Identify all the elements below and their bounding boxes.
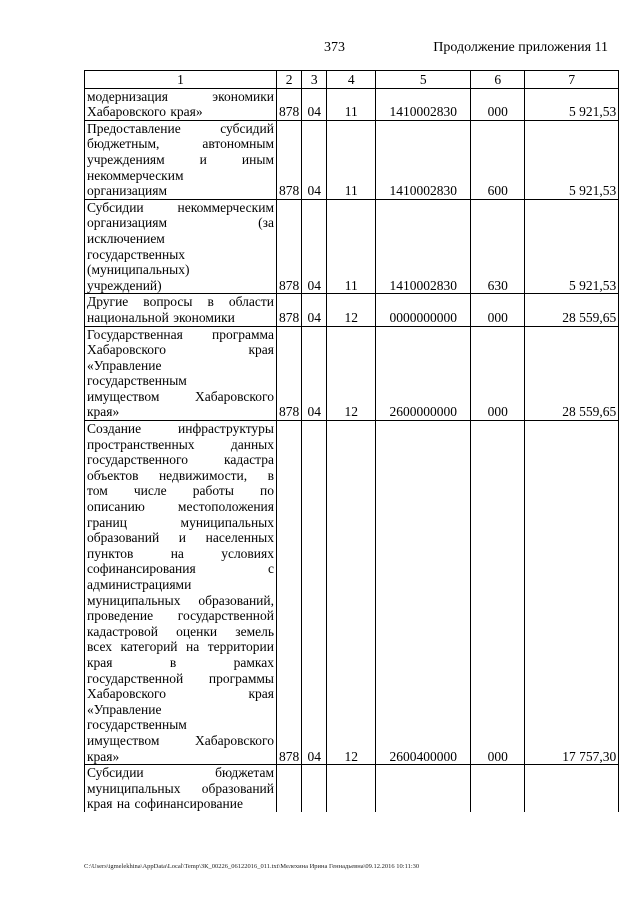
row-name-line: администрациями <box>87 577 192 592</box>
cell-subsection: 11 <box>327 199 376 294</box>
row-name-line: Другие вопросы в области <box>87 294 274 310</box>
cell-section: 04 <box>302 294 327 326</box>
row-name-line: пунктов на условиях <box>87 545 274 561</box>
row-name-line: «Управление <box>87 701 162 717</box>
row-name-line: Хабаровского края <box>87 686 274 702</box>
row-name <box>85 199 277 294</box>
cell-grbs: 878 <box>277 88 302 120</box>
cell-target-article <box>376 765 471 812</box>
column-header-row <box>85 71 619 89</box>
row-name <box>85 326 277 421</box>
cell-grbs: 878 <box>277 421 302 765</box>
row-name-line: края на софинансирование <box>87 796 243 812</box>
row-name-line: края» <box>87 404 120 420</box>
row-name-line: учреждениям и иным <box>87 151 274 167</box>
row-name-line: муниципальных образований, <box>87 592 274 608</box>
cell-expense-type: 000 <box>471 326 525 421</box>
table-row <box>85 120 619 199</box>
column-header: 3 <box>302 71 327 89</box>
cell-expense-type: 600 <box>471 120 525 199</box>
row-name-line: границ муниципальных <box>87 514 274 530</box>
row-name-line: том числе работы по <box>87 483 274 499</box>
cell-amount: 17 757,30 <box>525 421 619 765</box>
row-name-line: имуществом Хабаровского <box>87 388 274 404</box>
row-name-line: организациям <box>87 183 168 199</box>
table-row <box>85 199 619 294</box>
cell-amount: 28 559,65 <box>525 326 619 421</box>
row-name-line: пространственных данных <box>87 436 274 452</box>
cell-subsection: 11 <box>327 120 376 199</box>
cell-subsection: 12 <box>327 421 376 765</box>
cell-expense-type: 000 <box>471 88 525 120</box>
cell-target-article: 2600000000 <box>376 326 471 421</box>
cell-amount: 5 921,53 <box>525 88 619 120</box>
row-name-line: Создание инфраструктуры <box>87 421 274 437</box>
cell-grbs <box>277 765 302 812</box>
cell-grbs: 878 <box>277 120 302 199</box>
row-name-line: национальной экономики <box>87 309 235 325</box>
row-name-line: Субсидии бюджетам <box>87 765 274 781</box>
row-name-line: Хабаровского края» <box>87 104 203 120</box>
cell-section: 04 <box>302 88 327 120</box>
cell-subsection: 12 <box>327 294 376 326</box>
row-name-line: образований и населенных <box>87 530 274 546</box>
table-row <box>85 88 619 120</box>
column-header: 1 <box>85 71 277 89</box>
cell-amount: 28 559,65 <box>525 294 619 326</box>
row-name-line: описанию местоположения <box>87 499 274 515</box>
column-header: 5 <box>376 71 471 89</box>
row-name-line: «Управление <box>87 357 162 373</box>
cell-subsection <box>327 765 376 812</box>
row-name-line: Субсидии некоммерческим <box>87 199 274 215</box>
column-header: 2 <box>277 71 302 89</box>
cell-expense-type: 000 <box>471 421 525 765</box>
cell-grbs: 878 <box>277 326 302 421</box>
cell-section: 04 <box>302 199 327 294</box>
table-row <box>85 765 619 812</box>
row-name-line: организациям (за <box>87 215 274 231</box>
column-header: 6 <box>471 71 525 89</box>
row-name-line: некоммерческим <box>87 167 184 183</box>
cell-section <box>302 765 327 812</box>
continuation-label: Продолжение приложения 11 <box>433 40 608 55</box>
table-row <box>85 421 619 765</box>
row-name <box>85 765 277 812</box>
row-name-line: софинансирования с <box>87 561 274 577</box>
cell-grbs: 878 <box>277 294 302 326</box>
row-name-line: края» <box>87 748 120 764</box>
page-number: 373 <box>324 40 345 55</box>
cell-expense-type: 000 <box>471 294 525 326</box>
row-name-line: края в рамках <box>87 654 274 670</box>
cell-section: 04 <box>302 326 327 421</box>
cell-amount: 5 921,53 <box>525 199 619 294</box>
cell-expense-type: 630 <box>471 199 525 294</box>
cell-subsection: 11 <box>327 88 376 120</box>
cell-subsection: 12 <box>327 326 376 421</box>
row-name-line: Хабаровского края <box>87 342 274 358</box>
footer-path: C:\Users\igmelekhina\AppData\Local\Temp\ЗК_00226_06122016_011.txt\Мелехина Ирина Геннадьевна\09.12.2016 10:11:30 <box>84 863 420 870</box>
row-name <box>85 120 277 199</box>
cell-amount: 5 921,53 <box>525 120 619 199</box>
cell-target-article: 2600400000 <box>376 421 471 765</box>
column-header: 7 <box>525 71 619 89</box>
cell-grbs: 878 <box>277 199 302 294</box>
row-name-line: кадастровой оценки земель <box>87 623 274 639</box>
row-name-line: государственным <box>87 373 187 389</box>
cell-amount <box>525 765 619 812</box>
row-name-line: Государственная программа <box>87 326 274 342</box>
cell-section: 04 <box>302 421 327 765</box>
row-name-line: государственных <box>87 246 186 262</box>
budget-table <box>84 70 619 812</box>
row-name <box>85 421 277 765</box>
cell-target-article: 1410002830 <box>376 88 471 120</box>
row-name-line: государственным <box>87 717 187 733</box>
table-row <box>85 294 619 326</box>
row-name-line: учреждений) <box>87 277 162 293</box>
cell-target-article: 1410002830 <box>376 199 471 294</box>
row-name-line: проведение государственной <box>87 608 274 624</box>
cell-expense-type <box>471 765 525 812</box>
row-name <box>85 88 277 120</box>
row-name-line: объектов недвижимости, в <box>87 467 274 483</box>
column-header: 4 <box>327 71 376 89</box>
cell-section: 04 <box>302 120 327 199</box>
row-name-line: государственного кадастра <box>87 452 274 468</box>
row-name-line: модернизация экономики <box>87 88 274 104</box>
cell-target-article: 0000000000 <box>376 294 471 326</box>
table-row <box>85 326 619 421</box>
row-name-line: Предоставление субсидий <box>87 120 274 136</box>
row-name <box>85 294 277 326</box>
row-name-line: имуществом Хабаровского <box>87 732 274 748</box>
cell-target-article: 1410002830 <box>376 120 471 199</box>
row-name-line: муниципальных образований <box>87 780 274 796</box>
row-name-line: бюджетным, автономным <box>87 136 274 152</box>
row-name-line: всех категорий на территории <box>87 639 274 655</box>
row-name-line: (муниципальных) <box>87 262 190 278</box>
row-name-line: государственной программы <box>87 670 274 686</box>
row-name-line: исключением <box>87 230 165 246</box>
